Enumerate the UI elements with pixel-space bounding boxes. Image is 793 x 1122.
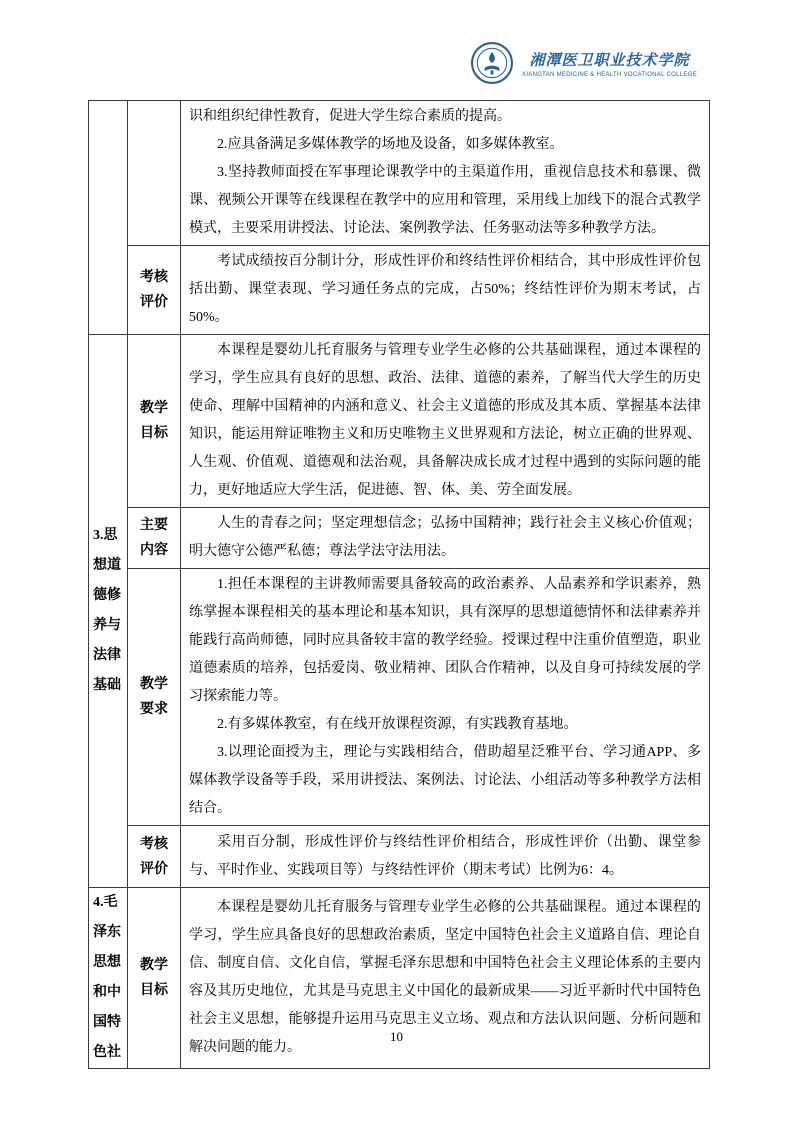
college-logo-icon	[471, 42, 513, 84]
row-label-cell-empty	[128, 101, 181, 246]
row-label-cell	[128, 826, 181, 888]
college-name-zh: 湘潭医卫职业技术学院	[529, 52, 690, 69]
content-cell	[181, 508, 710, 569]
row-label: 主要内容	[140, 518, 168, 558]
paragraph: 人生的青春之问；坚定理想信念；弘扬中国精神；践行社会主义核心价值观；明大德守公德严私德；尊法学法守法用法。	[189, 516, 701, 559]
page-header	[471, 42, 697, 84]
paragraph: 识和组织纪律性教育，促进大学生综合素质的提高。	[189, 109, 511, 124]
table-row	[89, 826, 710, 888]
row-label-cell	[128, 508, 181, 569]
table-row	[89, 569, 710, 826]
content-cell	[181, 246, 710, 335]
paragraph: 本课程是婴幼儿托育服务与管理专业学生必修的公共基础课程，通过本课程的学习，学生应具有良好的思想、政治、法律、道德的素养，了解当代大学生的历史使命、理解中国精神的内涵和意义、社会主义道德的形成及其本质、掌握基本法律知识，能运用辩证唯物主义和历史唯物主义世界观和方法论，树立正确的世界观、人生观、价值观、道德观和法治观，具备解决成长成才过程中遇到的实际问题的能力，更好地适应大学生活，促进德、智、体、美、劳全面发展。	[189, 343, 701, 498]
row-label: 教学要求	[140, 677, 168, 717]
row-label: 教学目标	[140, 401, 168, 441]
paragraph: 1.担任本课程的主讲教师需要具备较高的政治素养、人品素养和学识素养，熟练掌握本课程相关的基本理论和基本知识，具有深厚的思想道德情怀和法律素养并能践行高尚师德，同时应具备较丰富的教学经验。授课过程中注重价值塑造，职业道德素质的培养，包括爱岗、敬业精神、团队合作精神，以及自身可持续发展的学习探索能力等。	[189, 577, 701, 704]
content-cell	[181, 335, 710, 508]
paragraph: 考试成绩按百分制计分，形成性评价和终结性评价相结合，其中形成性评价包括出勤、课堂表现、学习通任务点的完成，占50%；终结性评价为期末考试，占50%。	[189, 254, 701, 325]
paragraph: 采用百分制，形成性评价与终结性评价相结合，形成性评价（出勤、课堂参与、平时作业、实践项目等）与终结性评价（期末考试）比例为6：4。	[189, 834, 701, 878]
college-name-en: XIANGTAN MEDICINE & HEALTH VOCATIONAL COLLEGE	[522, 71, 697, 78]
row-label: 考核评价	[140, 270, 168, 310]
course-syllabus-table	[88, 100, 710, 1069]
row-label: 教学目标	[140, 958, 168, 998]
section-cell-empty	[89, 101, 128, 335]
row-label: 考核评价	[140, 836, 168, 877]
content-cell	[181, 101, 710, 246]
content-cell	[181, 826, 710, 888]
table-row	[89, 101, 710, 246]
table-row	[89, 335, 710, 508]
college-name-block	[522, 49, 697, 78]
section-title: 4.毛泽东思想和中国特色社	[93, 895, 121, 1060]
section-cell	[89, 335, 128, 888]
content-cell	[181, 569, 710, 826]
paragraph: 2.应具备满足多媒体教学的场地及设备，如多媒体教室。	[217, 137, 564, 152]
row-label-cell	[128, 569, 181, 826]
table-row	[89, 246, 710, 335]
table-row	[89, 508, 710, 569]
row-label-cell	[128, 335, 181, 508]
paragraph: 本课程是婴幼儿托育服务与管理专业学生必修的公共基础课程。通过本课程的学习，学生应具备良好的思想政治素质，坚定中国特色社会主义道路自信、理论自信、制度自信、文化自信，掌握毛泽东思想和中国特色社会主义理论体系的主要内容及其历史地位，尤其是马克思主义中国化的最新成果——习近平新时代中国特色社会主义思想，能够提升运用马克思主义立场、观点和方法认识问题、分析问题和解决问题的能力。	[189, 900, 701, 1055]
row-label-cell	[128, 246, 181, 335]
page-footer	[0, 1028, 793, 1046]
paragraph: 3.坚持教师面授在军事理论课教学中的主渠道作用，重视信息技术和慕课、微课、视频公开课等在线课程在教学中的应用和管理，采用线上加线下的混合式教学模式，主要采用讲授法、讨论法、案例教学法、任务驱动法等多种教学方法。	[189, 165, 701, 236]
paragraph: 2.有多媒体教室，有在线开放课程资源，有实践教育基地。	[217, 717, 578, 732]
page-number: 10	[390, 1029, 403, 1044]
section-title: 3.思想道德修养与法律基础	[93, 528, 121, 693]
paragraph: 3.以理论面授为主，理论与实践相结合，借助超星泛雅平台、学习通APP、多媒体教学设备等手段，采用讲授法、案例法、讨论法、小组活动等多种教学方法相结合。	[189, 745, 701, 816]
